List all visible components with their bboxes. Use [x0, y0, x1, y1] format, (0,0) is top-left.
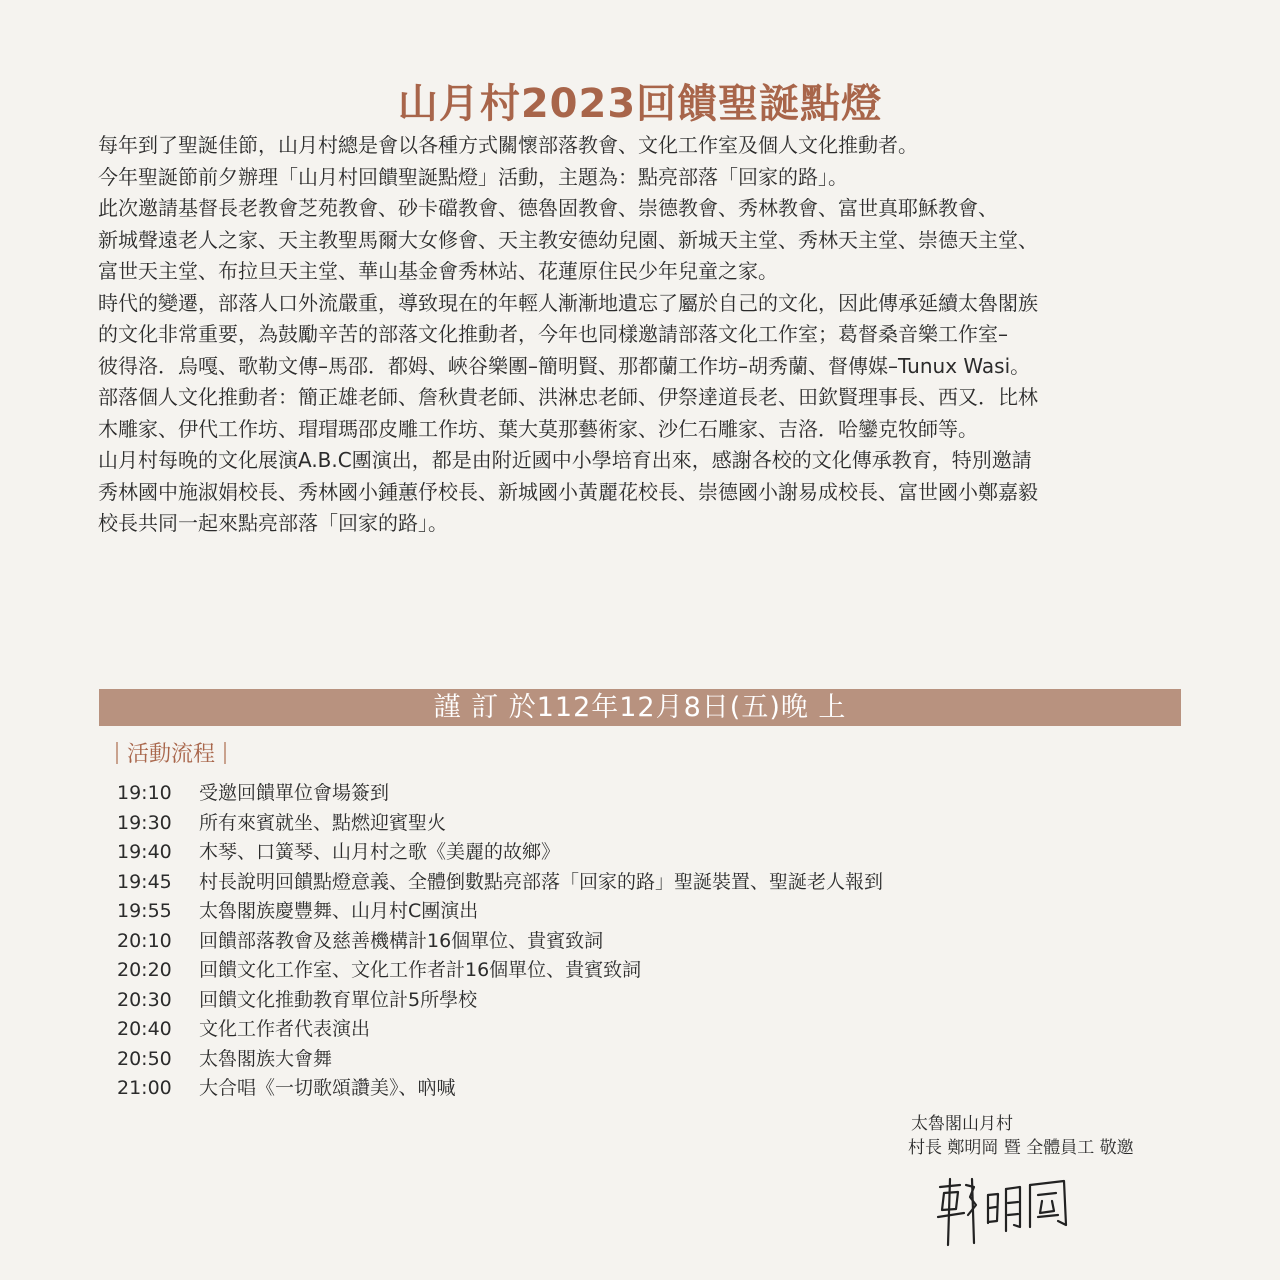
- intro-line: 今年聖誕節前夕辦理「山月村回饋聖誕點燈」活動，主題為：點亮部落「回家的路」。: [98, 164, 848, 189]
- signature-byline: 村長 鄭明岡 暨 全體員工 敬邀: [908, 1138, 1134, 1158]
- schedule-row: [117, 809, 1117, 839]
- schedule-time: 19:45: [117, 870, 172, 893]
- schedule-desc: 太魯閣族慶豐舞、山月村C團演出: [199, 900, 479, 922]
- schedule-heading-label: 活動流程: [127, 742, 216, 767]
- intro-line: 時代的變遷，部落人口外流嚴重，導致現在的年輕人漸漸地遺忘了屬於自己的文化，因此傳承延續太魯閣族: [98, 290, 1038, 315]
- intro-line: 木雕家、伊代工作坊、瑁瑁瑪邵皮雕工作坊、葉大莫那藝術家、沙仁石雕家、吉洛．哈鑾克牧師等。: [98, 416, 978, 441]
- intro-line: 秀林國中施淑娟校長、秀林國小鍾蕙伃校長、新城國小黃麗花校長、崇德國小謝易成校長、富世國小鄭嘉毅: [98, 479, 1038, 504]
- schedule-list: [117, 779, 1117, 1104]
- schedule-desc: 太魯閣族大會舞: [199, 1047, 333, 1070]
- intro-line: 此次邀請基督長老教會芝苑教會、砂卡礑教會、德魯固教會、崇德教會、秀林教會、富世真耶穌教會、: [98, 196, 998, 220]
- schedule-row: [117, 1045, 1117, 1075]
- schedule-row: [117, 956, 1117, 986]
- schedule-desc: 回饋文化工作室、文化工作者計16個單位、貴賓致詞: [199, 959, 642, 981]
- signature-block: [908, 1112, 1168, 1160]
- intro-line: 富世天主堂、布拉旦天主堂、華山基金會秀林站、花蓮原住民少年兒童之家。: [98, 259, 778, 283]
- schedule-desc: 所有來賓就坐、點燃迎賓聖火: [199, 811, 447, 834]
- schedule-desc: 回饋部落教會及慈善機構計16個單位、貴賓致詞: [199, 929, 604, 952]
- schedule-row: [117, 927, 1117, 957]
- schedule-desc: 大合唱《一切歌頌讚美》、吶喊: [199, 1077, 456, 1099]
- page-title: 山月村2023回饋聖誕點燈: [397, 81, 883, 127]
- date-banner: 謹 訂 於112年12月8日(五)晚 上: [99, 689, 1181, 726]
- schedule-time: 20:20: [117, 959, 172, 981]
- schedule-time: 19:30: [117, 811, 172, 834]
- schedule-row: [117, 1015, 1117, 1045]
- intro-line: 每年到了聖誕佳節，山月村總是會以各種方式關懷部落教會、文化工作室及個人文化推動者。: [98, 133, 918, 157]
- signature-organization: 太魯閣山月村: [911, 1114, 1013, 1134]
- heading-divider: [224, 742, 226, 764]
- schedule-desc: 木琴、口簧琴、山月村之歌《美麗的故鄉》: [199, 841, 561, 863]
- intro-line: 新城聲遠老人之家、天主教聖馬爾大女修會、天主教安德幼兒園、新城天主堂、秀林天主堂、崇德天主堂、: [98, 227, 1038, 252]
- intro-line: 部落個人文化推動者：簡正雄老師、詹秋貴老師、洪淋忠老師、伊祭達道長老、田欽賢理事長、西又．比林: [98, 385, 1038, 409]
- schedule-time: 19:40: [117, 841, 172, 863]
- schedule-row: [117, 897, 1117, 927]
- schedule-heading: [116, 740, 226, 770]
- schedule-time: 21:00: [117, 1077, 172, 1099]
- handwritten-signature: [930, 1165, 1080, 1250]
- schedule-row: [117, 1074, 1117, 1104]
- schedule-row: [117, 868, 1117, 898]
- schedule-time: 20:40: [117, 1018, 172, 1040]
- schedule-desc: 回饋文化推動教育單位計5所學校: [199, 988, 478, 1011]
- intro-line: 校長共同一起來點亮部落「回家的路」。: [98, 511, 448, 535]
- schedule-row: [117, 779, 1117, 809]
- schedule-time: 19:55: [117, 900, 172, 922]
- intro-line: 的文化非常重要，為鼓勵辛苦的部落文化推動者，今年也同樣邀請部落文化工作室；葛督桑音樂工作室–: [98, 322, 1008, 346]
- heading-divider: [116, 742, 118, 764]
- schedule-desc: 受邀回饋單位會場簽到: [199, 782, 390, 804]
- schedule-desc: 文化工作者代表演出: [199, 1018, 371, 1040]
- intro-text: [98, 130, 1208, 540]
- intro-line: 彼得洛．烏嘎、歌勒文傳–馬邵．都姆、峽谷樂團–簡明賢、那都蘭工作坊–胡秀蘭、督傳媒–Tunux Wasi。: [98, 353, 1031, 378]
- schedule-time: 20:10: [117, 929, 172, 952]
- schedule-row: [117, 838, 1117, 868]
- schedule-desc: 村長說明回饋點燈意義、全體倒數點亮部落「回家的路」聖誕裝置、聖誕老人報到: [199, 870, 884, 893]
- schedule-time: 20:50: [117, 1047, 172, 1070]
- intro-line: 山月村每晚的文化展演A.B.C團演出，都是由附近國中小學培育出來，感謝各校的文化傳承教育，特別邀請: [98, 448, 1032, 472]
- schedule-time: 20:30: [117, 988, 172, 1011]
- schedule-row: [117, 986, 1117, 1016]
- schedule-time: 19:10: [117, 782, 172, 804]
